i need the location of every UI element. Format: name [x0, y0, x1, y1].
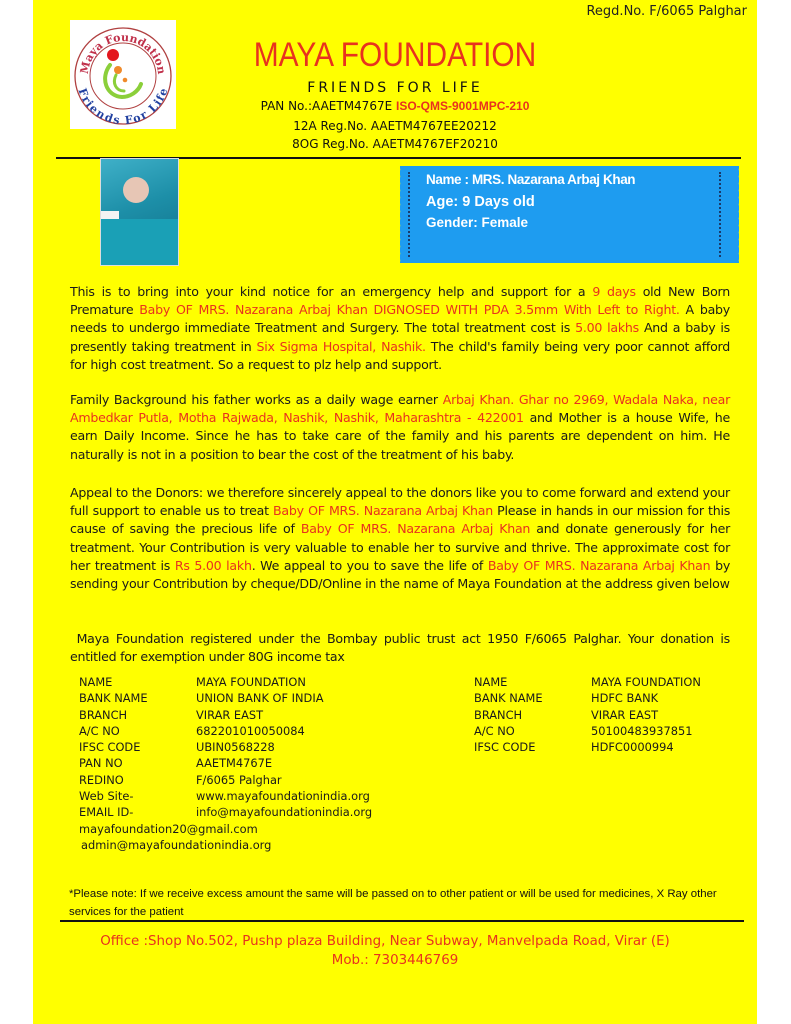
body-text: by sending your Contribution by cheque/DD/Online in the name of Maya Foundation at the address given below [70, 557, 731, 592]
bank-row [79, 804, 372, 820]
contact-email[interactable]: admin@mayafoundationindia.org [81, 837, 272, 852]
svg-text:Maya Foundation: Maya Foundation [77, 30, 169, 76]
body-text: old New Born Premature [70, 284, 731, 318]
mobile-number: Mob.: 7303446769 [331, 953, 459, 968]
bank-row [474, 674, 701, 690]
bank-field-value: UBIN0568228 [196, 740, 275, 755]
bank-field-value: MAYA FOUNDATION [591, 675, 701, 689]
body-text: Appeal to the Donors: we therefore sincerely appeal to the donors like you to come forward and extend your full support to enable us to treat [70, 485, 730, 519]
highlighted-text: Arbaj Khan. Ghar no 2969, Wadala Naka, near Ambedkar Putla, Motha Rajwada, Nashik, Nashik, Maharashtra - 422001 [70, 392, 730, 426]
highlighted-text: Baby OF MRS. Nazarana Arbaj Khan DIGNOSED WITH PDA 3.5mm With Left to Right. [139, 302, 680, 318]
photo-baby-face [123, 177, 149, 203]
bank-row [79, 723, 372, 739]
card-right-dots [719, 172, 721, 257]
bank-row [79, 755, 372, 771]
highlighted-text: Baby OF MRS. Nazarana Arbaj Khan [300, 521, 531, 537]
photo-sheet [101, 219, 178, 265]
bank-field-value: VIRAR EAST [591, 707, 659, 722]
highlighted-text: 9 days [592, 284, 636, 299]
bank-field-value: MAYA FOUNDATION [196, 675, 306, 689]
highlighted-text: Baby OF MRS. Nazarana Arbaj Khan [487, 557, 711, 573]
bank-field-value: HDFC0000994 [591, 740, 674, 755]
paragraph-appeal-to-donors [70, 484, 730, 593]
paragraph-registration-80g [70, 630, 730, 666]
highlighted-text: 5.00 lakhs [575, 320, 639, 336]
body-text: and Mother is a house Wife, he earn Daily Income. Since he has to take care of the family and his parents are dependent on him. He naturally is not in a position to bear the cost of the treatment of his baby. [70, 410, 730, 462]
bank-field-label: EMAIL ID- [79, 805, 134, 820]
bank-field-value: VIRAR EAST [196, 707, 264, 722]
patient-photo [100, 158, 179, 266]
contact-email[interactable]: mayafoundation20@gmail.com [79, 821, 258, 836]
body-text: The child's family being very poor cannot afford for high cost treatment. So a request to plz help and support. [70, 338, 730, 372]
paragraph-family-background [70, 391, 730, 464]
bank-field-label: IFSC CODE [474, 740, 536, 755]
bank-details-union [79, 674, 372, 853]
paragraph-emergency-notice [70, 283, 730, 374]
bank-field-label: PAN NO [79, 756, 123, 771]
body-text: Maya Foundation registered under the Bombay public trust act 1950 F/6065 Palghar. Your donation is entitled for exemption under 80G income tax [70, 631, 730, 665]
pan-number: PAN No.:AAETM4767E [260, 99, 393, 113]
bank-row [79, 707, 372, 723]
office-address: Office :Shop No.502, Pushp plaza Building, Near Subway, Manvelpada Road, Virar (E) [100, 934, 670, 949]
bank-field-value: 50100483937851 [591, 723, 693, 738]
bank-field-label: BANK NAME [474, 691, 543, 706]
bank-field-label: BRANCH [79, 707, 128, 722]
appeal-letter-page [33, 0, 757, 1024]
bank-row [474, 723, 701, 739]
reg-12a: 12A Reg.No. AAETM4767EE20212 [293, 119, 497, 133]
bank-field-label: A/C NO [79, 723, 120, 738]
highlighted-text: Rs 5.00 lakh [174, 557, 252, 573]
bank-row [474, 707, 701, 723]
body-text: And a baby is presently taking treatment in [70, 320, 730, 354]
excess-amount-note: *Please note: If we receive excess amount the same will be passed on to other patient or will be used for medicines, X Ray other services for the patient [69, 888, 717, 918]
card-left-edge [397, 166, 403, 263]
bank-field-label: BRANCH [474, 707, 523, 722]
bank-field-value: UNION BANK OF INDIA [196, 691, 324, 706]
registration-number: Regd.No. F/6065 Palghar [586, 4, 747, 19]
reg-80g: 8OG Reg.No. AAETM4767EF20210 [292, 137, 498, 151]
bank-row [474, 690, 701, 706]
iso-certification: ISO-QMS-9001MPC-210 [396, 99, 530, 113]
body-text: Family Background his father works as a daily wage earner [70, 392, 443, 407]
bank-field-value: HDFC BANK [591, 691, 659, 706]
body-text: . We appeal to you to save the life of [251, 557, 488, 573]
footer-divider [60, 920, 744, 922]
bank-field-label: REDINO [79, 772, 124, 787]
org-name: MAYA FOUNDATION [253, 36, 537, 74]
bank-row [79, 772, 372, 788]
body-text: Please in hands in our mission for this cause of saving the precious life of [70, 503, 731, 537]
body-text: and donate generously for her treatment. Your Contribution is very valuable to enable her to survive and thrive. The approximate cost for her treatment is [70, 521, 731, 573]
bank-field-value: F/6065 Palghar [196, 772, 282, 787]
bank-row [79, 674, 372, 690]
patient-age: Age: 9 Days old [426, 194, 535, 210]
patient-gender: Gender: Female [426, 215, 529, 230]
bank-field-value: info@mayafoundationindia.org [196, 805, 373, 820]
patient-name: Name : MRS. Nazarana Arbaj Khan [426, 172, 636, 187]
bank-field-label: NAME [79, 675, 113, 689]
bank-field-value: AAETM4767E [196, 756, 273, 771]
org-tagline: FRIENDS FOR LIFE [307, 80, 483, 96]
bank-field-label: BANK NAME [79, 691, 148, 706]
bank-row [79, 788, 372, 804]
bank-field-label: IFSC CODE [79, 740, 141, 755]
bank-field-value: www.mayafoundationindia.org [196, 789, 370, 804]
bank-field-label: Web Site- [79, 789, 134, 804]
bank-row [474, 739, 701, 755]
highlighted-text: Six Sigma Hospital, Nashik. [256, 338, 426, 354]
body-text: A baby needs to undergo immediate Treatment and Surgery. The total treatment cost is [70, 302, 730, 336]
card-left-dots [408, 172, 410, 257]
bank-row [79, 739, 372, 755]
pan-line [33, 99, 757, 113]
card-right-edge [736, 166, 742, 263]
svg-text:Friends For Life: Friends For Life [75, 86, 171, 128]
highlighted-text: Baby OF MRS. Nazarana Arbaj Khan [273, 503, 493, 519]
patient-info-card [400, 166, 739, 263]
office-address-block [33, 932, 757, 970]
bank-field-label: A/C NO [474, 723, 515, 738]
bank-field-value: 682201010050084 [196, 723, 305, 738]
bank-row [79, 690, 372, 706]
bank-details-hdfc [474, 674, 701, 755]
body-text: This is to bring into your kind notice for an emergency help and support for a [70, 284, 593, 299]
bank-field-label: NAME [474, 675, 508, 689]
